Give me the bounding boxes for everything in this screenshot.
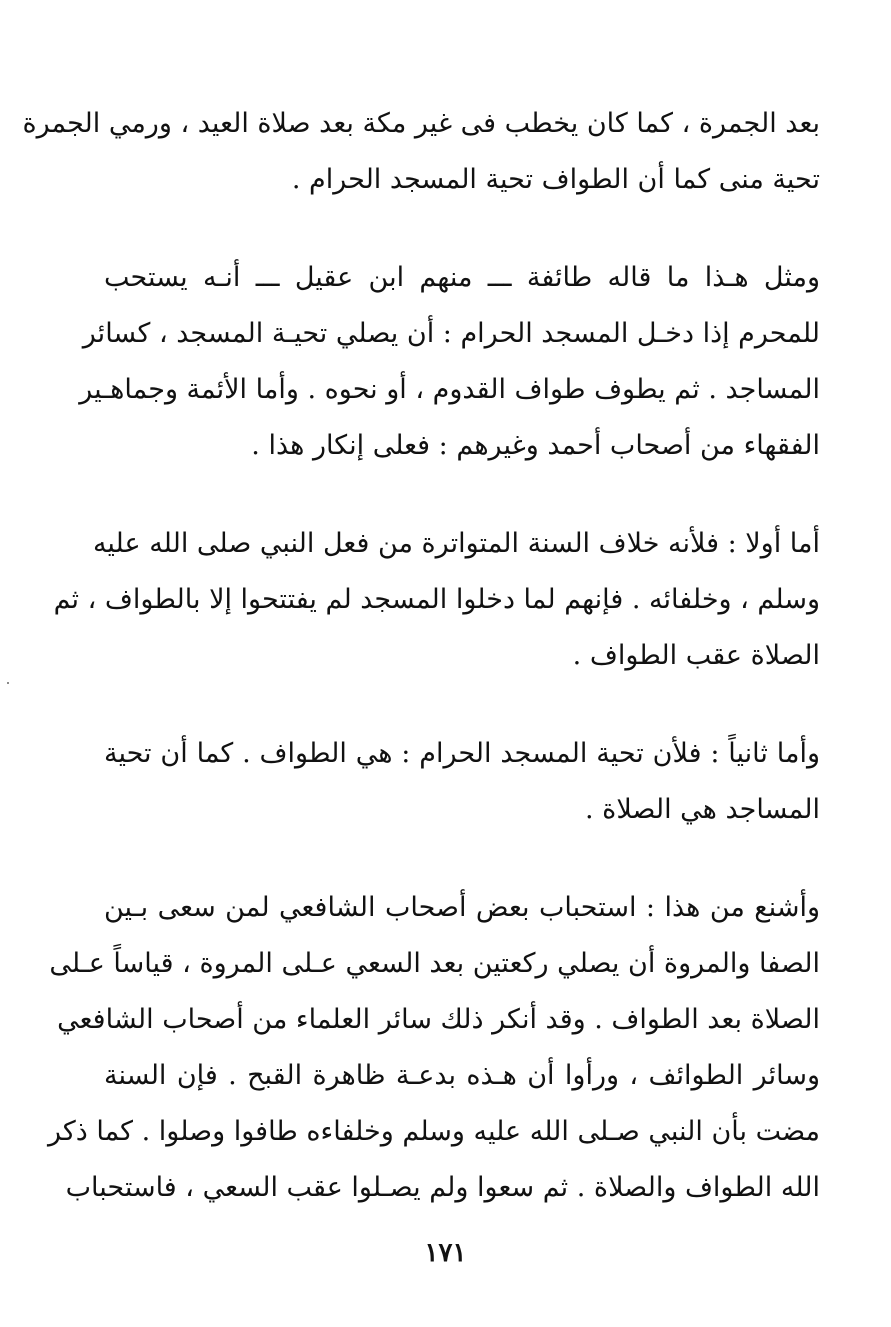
body-text [22,96,820,1216]
text-line: المساجد هي الصلاة . [585,794,820,825]
text-line: ومثل هـذا ما قاله طائفة ـــ منهم ابن عقيل ـــ أنـه يستحب [104,262,820,293]
scan-speck [7,682,9,684]
text-line: وسائر الطوائف ، ورأوا أن هـذه بدعـة ظاهرة القبح . فإن السنة [104,1060,820,1091]
text-line: مضت بأن النبي صـلى الله عليه وسلم وخلفاءه طافوا وصلوا . كما ذكر [47,1116,820,1147]
text-line: الله الطواف والصلاة . ثم سعوا ولم يصـلوا عقب السعي ، فاستحباب [65,1172,820,1203]
text-line: الصلاة بعد الطواف . وقد أنكر ذلك سائر العلماء من أصحاب الشافعي [57,1004,820,1035]
text-line: وأشنع من هذا : استحباب بعض أصحاب الشافعي لمن سعى بـين [104,892,820,923]
page-number: ١٧١ [424,1238,467,1268]
text-line: الفقهاء من أصحاب أحمد وغيرهم : فعلى إنكار هذا . [251,430,820,461]
text-line: الصلاة عقب الطواف . [572,640,820,671]
text-line: للمحرم إذا دخـل المسجد الحرام : أن يصلي تحيـة المسجد ، كسائر [82,318,820,349]
text-line: المساجد . ثم يطوف طواف القدوم ، أو نحوه . وأما الأئمة وجماهـير [79,374,820,405]
text-line: وأما ثانياً : فلأن تحية المسجد الحرام : هي الطواف . كما أن تحية [104,738,820,769]
text-line: الصفا والمروة أن يصلي ركعتين بعد السعي عـلى المروة ، قياساً عـلى [49,948,820,979]
text-line: بعد الجمرة ، كما كان يخطب فى غير مكة بعد صلاة العيد ، ورمي الجمرة [22,108,820,139]
text-line: وسلم ، وخلفائه . فإنهم لما دخلوا المسجد لم يفتتحوا إلا بالطواف ، ثم [53,584,820,615]
text-line: تحية منى كما أن الطواف تحية المسجد الحرام . [291,164,820,195]
text-line: أما أولا : فلأنه خلاف السنة المتواترة من فعل النبي صلى الله عليه [92,528,820,559]
